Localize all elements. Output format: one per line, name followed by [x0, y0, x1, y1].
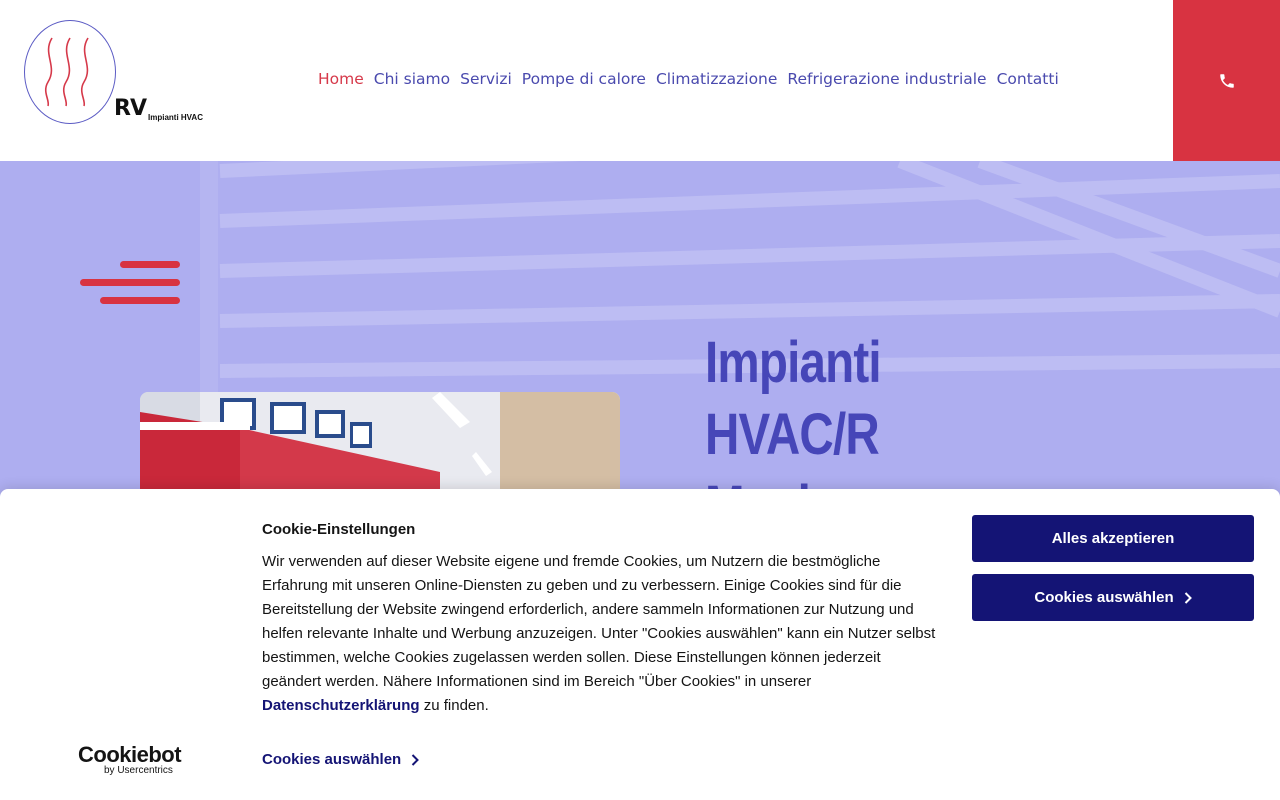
site-header — [0, 0, 1280, 161]
nav-home[interactable]: Home — [318, 70, 364, 88]
cookie-text-part-1: Wir verwenden auf dieser Website eigene und fremde Cookies, um Nutzern die bestmögliche Erfahrung mit unseren Online-Diensten zu geben und zu verbessern. Einige Cookies sind für die Bereitstellung der Website zwingend erforderlich, andere sammeln Informationen zur Nutzung und helfen relevante Inhalte und Werbung anzuzeigen. Unter "Cookies auswählen" kann ein Nutzer selbst bestimmen, welche Cookies zugelassen werden sollen. Diese Einstellungen können jederzeit geändert werden. Nähere Informationen sind im Bereich "Über Cookies" in unserer — [262, 553, 936, 690]
select-cookies-button[interactable] — [972, 574, 1254, 621]
nav-chi-siamo[interactable]: Chi siamo — [373, 70, 451, 88]
nav-servizi[interactable]: Servizi — [460, 70, 512, 88]
menu-toggle-icon[interactable] — [80, 261, 180, 305]
logo-brand: RV — [114, 96, 146, 121]
phone-button[interactable] — [1173, 0, 1280, 161]
select-cookies-label: Cookies auswählen — [1034, 589, 1174, 606]
select-cookies-link[interactable] — [262, 751, 419, 768]
cookie-title: Cookie-Einstellungen — [262, 521, 416, 538]
chevron-right-icon — [1184, 592, 1192, 604]
main-nav — [318, 70, 1069, 88]
cookie-description — [262, 550, 942, 718]
cookiebot-by: by Usercentrics — [104, 765, 173, 776]
nav-refrigerazione-industriale[interactable]: Refrigerazione industriale — [787, 70, 987, 88]
heat-waves-icon — [40, 36, 102, 108]
cookiebot-logo — [78, 744, 181, 776]
accept-all-button[interactable] — [972, 515, 1254, 562]
site-logo[interactable] — [22, 18, 212, 130]
chevron-right-icon — [411, 754, 419, 766]
select-cookies-link-label: Cookies auswählen — [262, 751, 402, 768]
privacy-policy-link[interactable]: Datenschutzerklärung — [262, 697, 420, 714]
cookie-banner — [0, 489, 1280, 800]
logo-tagline: Impianti HVAC — [148, 113, 203, 122]
cookiebot-name: Cookiebot — [78, 742, 182, 767]
cookie-text-part-2: zu finden. — [419, 697, 489, 714]
accept-all-label: Alles akzeptieren — [1051, 530, 1175, 547]
phone-icon — [1218, 72, 1236, 90]
nav-climatizzazione[interactable]: Climatizzazione — [655, 70, 778, 88]
hero-title-line-2: HVAC/R — [705, 402, 879, 467]
nav-pompe-di-calore[interactable]: Pompe di calore — [521, 70, 646, 88]
hero-title-line-1: Impianti — [705, 330, 881, 395]
nav-contatti[interactable]: Contatti — [996, 70, 1059, 88]
